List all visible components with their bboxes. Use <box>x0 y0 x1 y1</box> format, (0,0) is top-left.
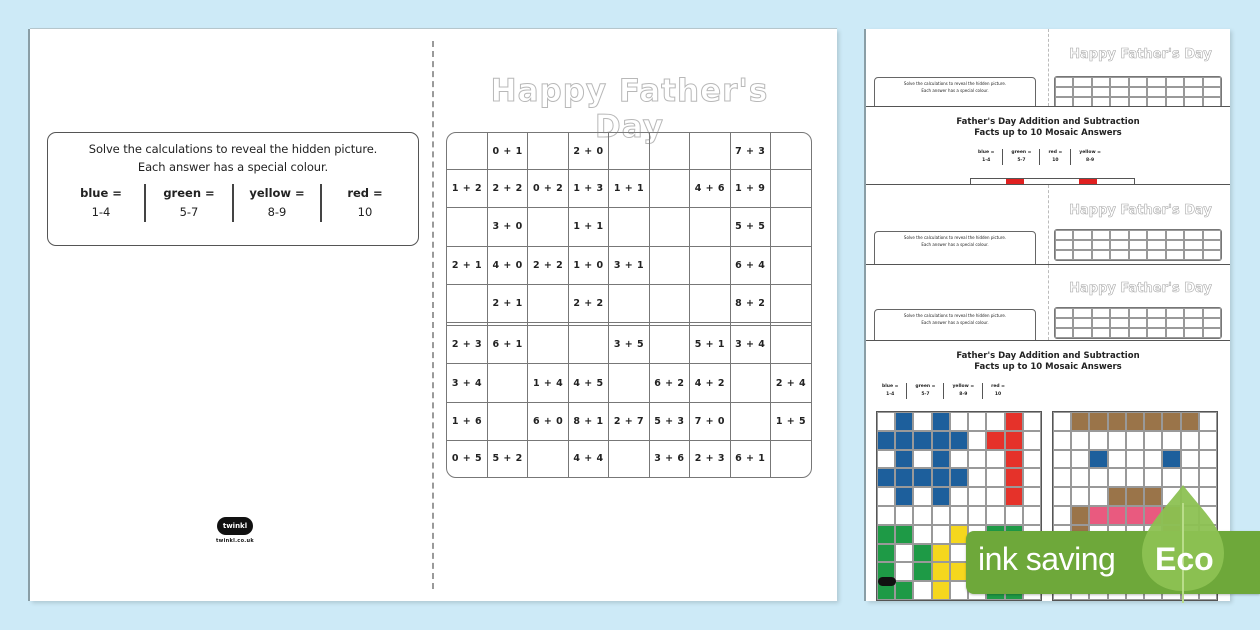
grid-cell: 6 + 2 <box>649 364 689 402</box>
grid-cell: 6 + 1 <box>487 326 527 364</box>
grid-cell: 2 + 0 <box>568 133 608 170</box>
grid-cell: 4 + 5 <box>568 364 608 402</box>
grid-cell: 1 + 4 <box>528 364 568 402</box>
grid-cell: 0 + 2 <box>528 170 568 208</box>
grid-cell <box>690 133 730 170</box>
instructions-line-2: Each answer has a special colour. <box>137 160 329 174</box>
page-title: Happy Father's Day <box>490 73 769 145</box>
preview-title: Happy Father's Day <box>1069 47 1212 62</box>
grid-cell <box>528 208 568 246</box>
grid-row <box>447 440 811 477</box>
grid-cell: 7 + 0 <box>690 402 730 440</box>
instructions-box <box>47 132 419 246</box>
grid-cell <box>649 133 689 170</box>
grid-cell: 1 + 2 <box>447 170 487 208</box>
grid-cell: 3 + 5 <box>609 326 649 364</box>
grid-cell <box>690 284 730 322</box>
grid-cell <box>649 326 689 364</box>
preview-grid <box>1054 307 1222 339</box>
preview-instructions: Solve the calculations to reveal the hidden picture. Each answer has a special colour. <box>874 77 1036 107</box>
grid-cell: 1 + 0 <box>568 246 608 284</box>
grid-cell: 6 + 0 <box>528 402 568 440</box>
grid-cell: 3 + 4 <box>730 326 770 364</box>
grid-cell <box>771 326 812 364</box>
twinkl-logo <box>205 513 265 544</box>
key-blue: blue = 1-4 <box>80 186 122 219</box>
grid-cell <box>649 246 689 284</box>
grid-cell: 2 + 2 <box>568 284 608 322</box>
grid-cell <box>649 208 689 246</box>
grid-cell: 7 + 3 <box>730 133 770 170</box>
grid-cell <box>690 208 730 246</box>
fold-line <box>432 41 434 589</box>
grid-cell <box>447 208 487 246</box>
grid-cell: 2 + 3 <box>447 326 487 364</box>
grid-cell <box>771 440 812 477</box>
mini-logo-icon <box>878 577 896 586</box>
grid-cell <box>771 284 812 322</box>
grid-cell <box>771 246 812 284</box>
grid-cell: 2 + 2 <box>487 170 527 208</box>
grid-cell <box>487 402 527 440</box>
grid-cell <box>528 326 568 364</box>
mosaic-grid <box>446 132 812 478</box>
grid-cell: 1 + 9 <box>730 170 770 208</box>
grid-row <box>447 284 811 322</box>
logo-cloud-icon: twinkl <box>217 517 253 535</box>
grid-cell <box>649 170 689 208</box>
grid-cell: 2 + 1 <box>487 284 527 322</box>
grid-row <box>447 364 811 402</box>
colour-key <box>48 184 418 222</box>
eco-label: Eco <box>1155 541 1214 577</box>
grid-cell <box>487 364 527 402</box>
grid-cell: 5 + 2 <box>487 440 527 477</box>
grid-cell: 2 + 1 <box>447 246 487 284</box>
grid-cell: 8 + 1 <box>568 402 608 440</box>
key-red: red = 10 <box>320 184 408 222</box>
grid-cell <box>609 364 649 402</box>
grid-cell <box>609 440 649 477</box>
answers-title-line-2: Facts up to 10 Mosaic Answers <box>974 128 1122 138</box>
grid-cell: 5 + 5 <box>730 208 770 246</box>
answers-title-line-1: Father's Day Addition and Subtraction <box>956 117 1140 127</box>
answers-key: blue = 1-4 green = 5-7 red = 10 yellow = 8-9 <box>970 149 1109 165</box>
worksheet-page <box>30 29 837 601</box>
grid-cell: 4 + 4 <box>568 440 608 477</box>
calculation-grid <box>447 133 811 477</box>
preview-answers-2: Father's Day Addition and Subtraction Facts up to 10 Mosaic Answers blue = 1-4 green = 5-7 yellow = 8-9 red = 10 <box>866 341 1230 601</box>
grid-row <box>447 133 811 170</box>
grid-cell: 5 + 1 <box>690 326 730 364</box>
grid-row <box>447 246 811 284</box>
grid-cell: 2 + 3 <box>690 440 730 477</box>
grid-cell <box>609 284 649 322</box>
grid-cell: 3 + 6 <box>649 440 689 477</box>
grid-cell: 1 + 5 <box>771 402 812 440</box>
grid-cell <box>730 402 770 440</box>
grid-cell: 4 + 6 <box>690 170 730 208</box>
preview-page-4: Happy Father's Day Solve the calculations to reveal the hidden picture. Each answer has a special colour. <box>866 265 1230 341</box>
grid-cell <box>447 133 487 170</box>
logo-subtitle: twinkl.co.uk <box>215 538 254 544</box>
preview-page-1 <box>866 29 1230 107</box>
grid-cell <box>649 284 689 322</box>
grid-cell <box>730 364 770 402</box>
preview-grid <box>1054 229 1222 261</box>
grid-cell: 0 + 1 <box>487 133 527 170</box>
grid-cell: 2 + 4 <box>771 364 812 402</box>
grid-cell <box>609 208 649 246</box>
grid-cell: 8 + 2 <box>730 284 770 322</box>
grid-row <box>447 208 811 246</box>
grid-cell: 1 + 6 <box>447 402 487 440</box>
grid-cell <box>528 440 568 477</box>
grid-row <box>447 170 811 208</box>
grid-cell <box>609 133 649 170</box>
grid-cell: 1 + 3 <box>568 170 608 208</box>
grid-cell: 6 + 4 <box>730 246 770 284</box>
grid-cell: 2 + 2 <box>528 246 568 284</box>
grid-cell <box>528 133 568 170</box>
instructions-line-1: Solve the calculations to reveal the hidden picture. <box>88 142 378 156</box>
key-green: green = 5-7 <box>144 184 232 222</box>
grid-cell <box>447 284 487 322</box>
grid-row <box>447 402 811 440</box>
grid-cell <box>690 246 730 284</box>
grid-cell: 2 + 7 <box>609 402 649 440</box>
preview-answers-1 <box>866 107 1230 185</box>
grid-cell: 5 + 3 <box>649 402 689 440</box>
grid-cell <box>568 326 608 364</box>
preview-grid <box>1054 76 1222 107</box>
grid-cell: 1 + 1 <box>609 170 649 208</box>
grid-cell: 3 + 4 <box>447 364 487 402</box>
grid-cell: 0 + 5 <box>447 440 487 477</box>
grid-cell: 3 + 0 <box>487 208 527 246</box>
grid-cell: 4 + 0 <box>487 246 527 284</box>
grid-cell <box>771 133 812 170</box>
grid-row <box>447 326 811 364</box>
grid-cell: 1 + 1 <box>568 208 608 246</box>
grid-cell: 4 + 2 <box>690 364 730 402</box>
grid-cell <box>528 284 568 322</box>
grid-cell <box>771 208 812 246</box>
ink-saving-label: ink saving <box>978 541 1116 577</box>
key-yellow: yellow = 8-9 <box>232 184 320 222</box>
preview-page-3: Happy Father's Day Solve the calculations to reveal the hidden picture. Each answer has a special colour. <box>866 185 1230 265</box>
grid-cell: 3 + 1 <box>609 246 649 284</box>
grid-cell: 6 + 1 <box>730 440 770 477</box>
grid-cell <box>771 170 812 208</box>
